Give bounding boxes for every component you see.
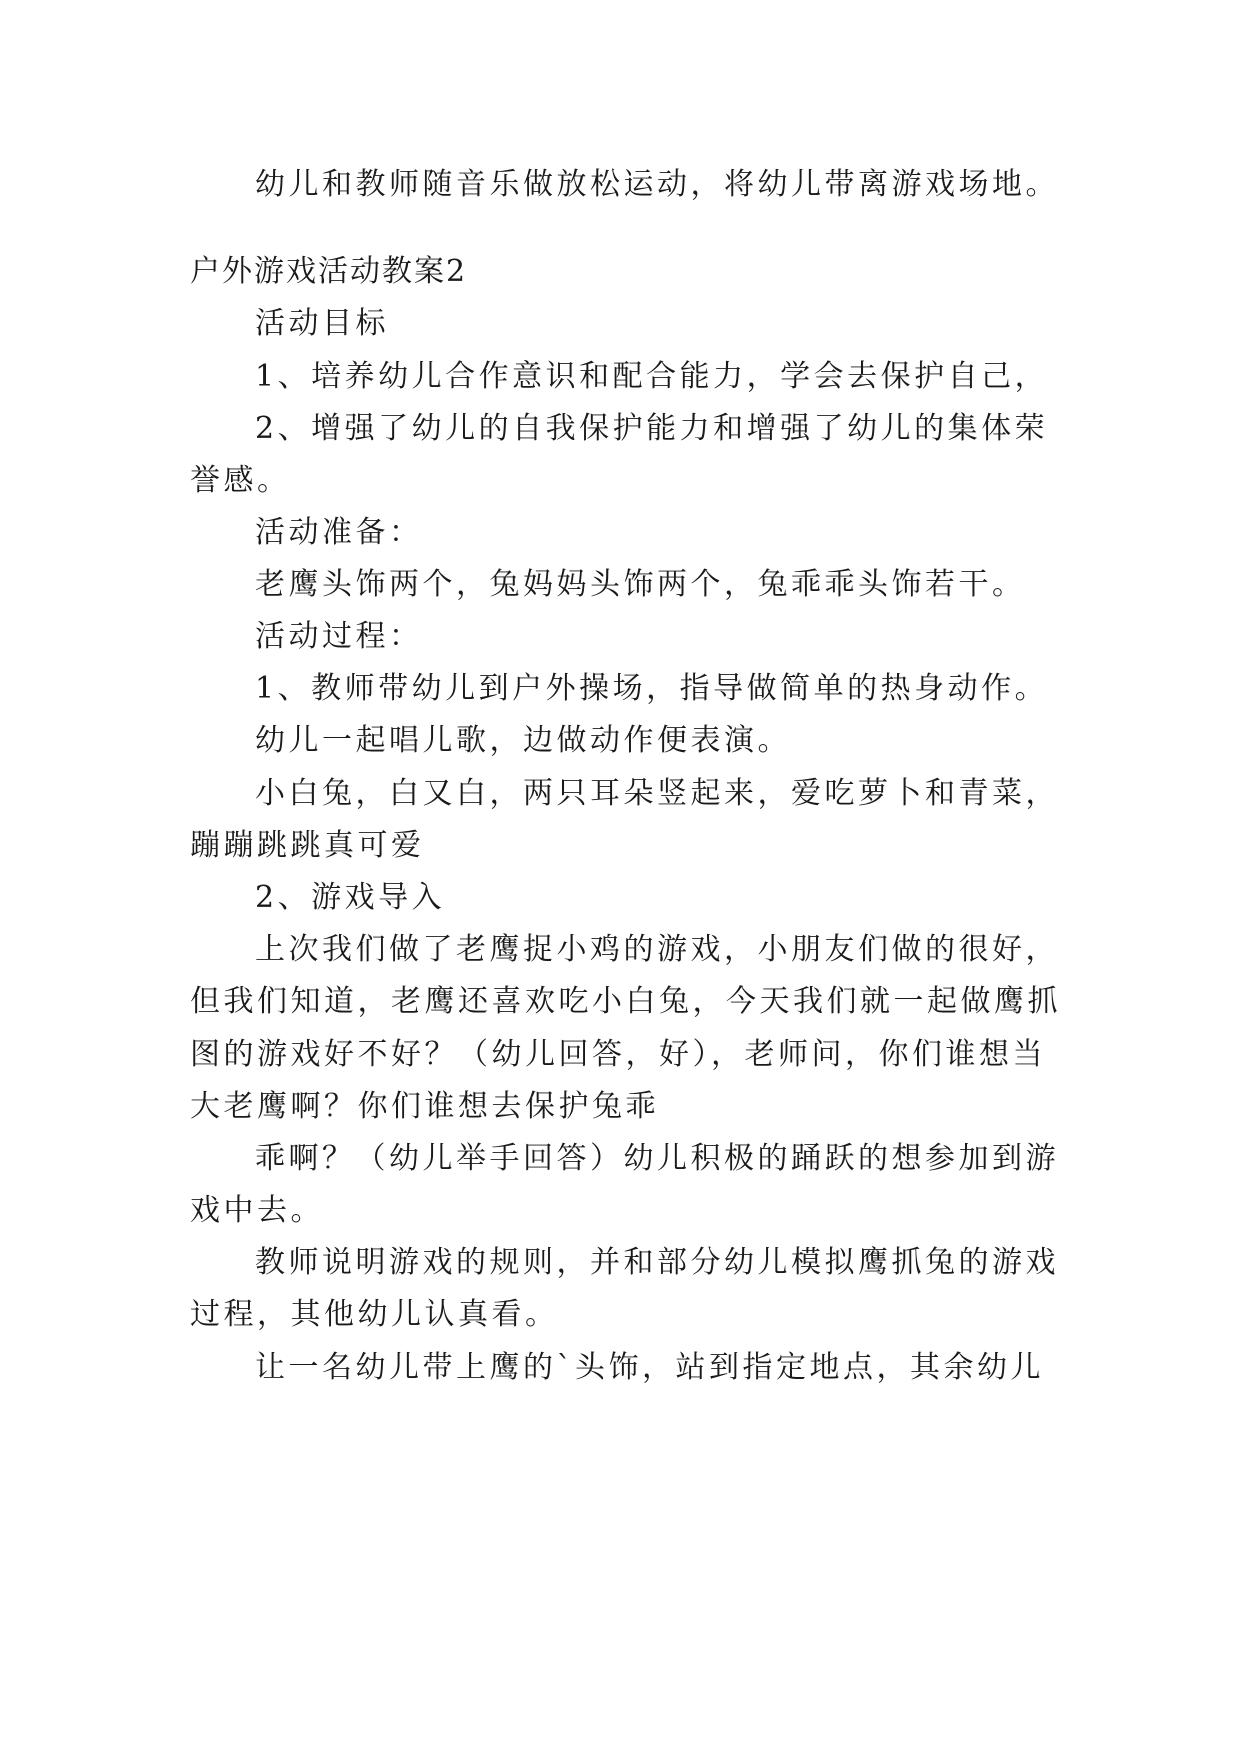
game-setup-paragraph: 让一名幼儿带上鹰的`头饰，站到指定地点，其余幼儿 xyxy=(255,1350,1044,1385)
rules-paragraph-continued: 过程，其他幼儿认真看。 xyxy=(190,1297,559,1332)
paragraph-closing-activity: 幼儿和教师随音乐做放松运动，将幼儿带离游戏场地。 xyxy=(255,167,1059,202)
intro-paragraph-line-3: 图的游戏好不好？（幼儿回答，好），老师问，你们谁想当 xyxy=(190,1037,1046,1072)
rules-paragraph: 教师说明游戏的规则，并和部分幼儿模拟鹰抓兔的游戏 xyxy=(255,1245,1059,1280)
song-lyrics: 小白兔，白又白，两只耳朵竖起来，爱吃萝卜和青菜， xyxy=(255,776,1059,811)
response-paragraph: 乖啊？（幼儿举手回答）幼儿积极的踊跃的想参加到游 xyxy=(255,1141,1059,1176)
song-lyrics-continued: 蹦蹦跳跳真可爱 xyxy=(190,828,425,863)
response-paragraph-continued: 戏中去。 xyxy=(190,1193,324,1228)
subheading-activity-process: 活动过程： xyxy=(255,619,423,654)
section-title: 户外游戏活动教案2 xyxy=(190,254,468,289)
intro-paragraph: 上次我们做了老鹰捉小鸡的游戏，小朋友们做的很好， xyxy=(255,932,1059,967)
intro-paragraph-line-4: 大老鹰啊？你们谁想去保护兔乖 xyxy=(190,1089,659,1124)
goal-item-1: 1、培养幼儿合作意识和配合能力，学会去保护自己， xyxy=(255,359,1049,394)
goal-item-2: 2、增强了幼儿的自我保护能力和增强了幼儿的集体荣 xyxy=(255,411,1049,446)
goal-item-2-continued: 誉感。 xyxy=(190,463,291,498)
process-step-2: 2、游戏导入 xyxy=(255,880,446,915)
intro-paragraph-line-2: 但我们知道，老鹰还喜欢吃小白兔，今天我们就一起做鹰抓 xyxy=(190,984,1061,1019)
process-paragraph: 幼儿一起唱儿歌，边做动作便表演。 xyxy=(255,723,791,758)
process-step-1: 1、教师带幼儿到户外操场，指导做简单的热身动作。 xyxy=(255,671,1049,706)
subheading-activity-preparation: 活动准备： xyxy=(255,515,423,550)
preparation-text: 老鹰头饰两个，兔妈妈头饰两个，兔乖乖头饰若干。 xyxy=(255,567,1026,602)
subheading-activity-goals: 活动目标 xyxy=(255,306,389,341)
